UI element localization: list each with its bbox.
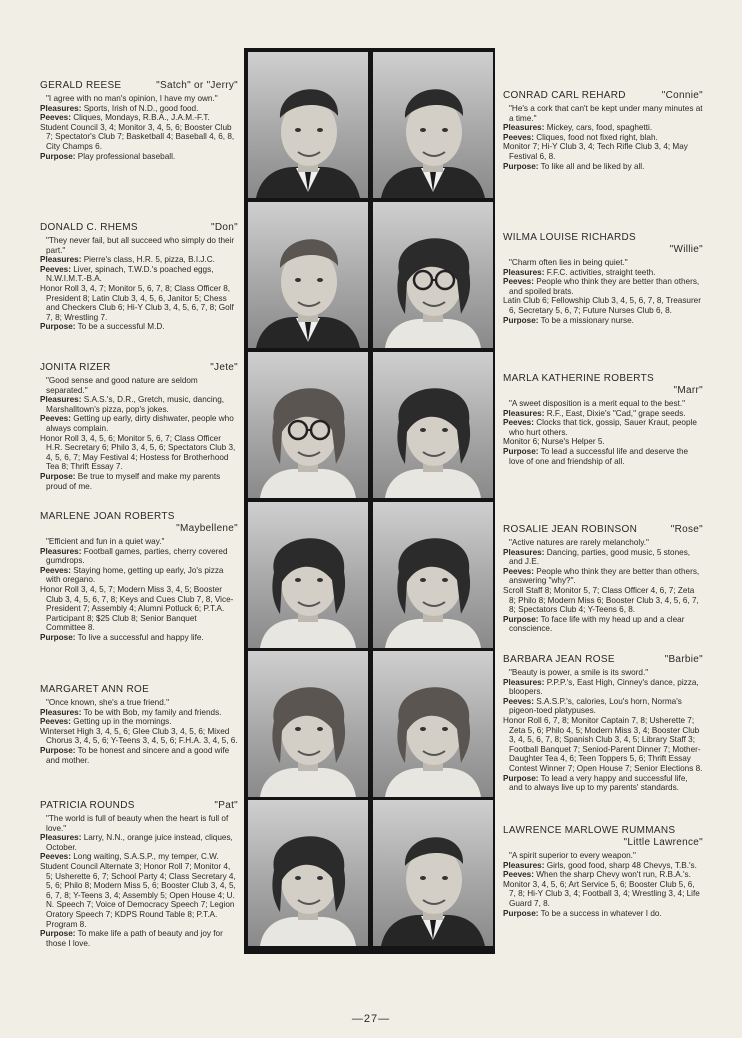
student-entry: [503, 654, 703, 793]
student-name: GERALD REESE: [40, 80, 122, 91]
student-photo: [248, 800, 368, 946]
student-pleasures: [40, 708, 238, 718]
peeves-text: Getting up early, dirty dishwater, people who always complain.: [46, 414, 234, 433]
student-nickname: "Marr": [673, 385, 703, 396]
peeves-label: Peeves:: [40, 852, 71, 862]
pleasures-text: Sports, Irish of N.D., good food.: [83, 103, 199, 113]
student-entry: [40, 222, 238, 332]
student-pleasures: [503, 678, 703, 697]
peeves-label: Peeves:: [503, 566, 534, 576]
student-pleasures: [503, 409, 703, 419]
student-nickname: "Rose": [670, 524, 703, 535]
student-peeves: [40, 717, 238, 727]
student-name: WILMA LOUISE RICHARDS: [503, 232, 636, 243]
student-quote: "Once known, she's a true friend.": [46, 698, 169, 707]
student-photo: [373, 52, 493, 198]
student-nickname: "Maybellene": [176, 523, 238, 534]
student-name: CONRAD CARL REHARD: [503, 90, 626, 101]
student-quote: "Beauty is power, a smile is its sword.": [509, 668, 649, 677]
student-entry: [40, 800, 238, 948]
student-pleasures: [503, 268, 703, 278]
pleasures-text: Football games, parties, cherry covered gumdrops.: [46, 546, 228, 566]
student-peeves: [40, 566, 238, 585]
peeves-text: When the sharp Chevy won't run, R.B.A.'s.: [536, 870, 691, 880]
student-pleasures: [40, 395, 238, 414]
student-purpose: [503, 909, 703, 919]
peeves-label: Peeves:: [40, 565, 71, 575]
purpose-label: Purpose:: [40, 929, 76, 939]
pleasures-label: Pleasures:: [503, 677, 545, 687]
purpose-text: To like all and be liked by all.: [540, 161, 645, 171]
peeves-text: Liver, spinach, T.W.D.'s poached eggs, N.W.I.M.T.-B.A.: [46, 264, 214, 284]
student-purpose: [40, 633, 238, 643]
student-name-row: [503, 373, 703, 397]
peeves-label: Peeves:: [40, 113, 71, 123]
peeves-text: People who think they are better than others, answering "why?".: [509, 566, 700, 586]
student-activities: Winterset High 3, 4, 5, 6; Glee Club 3, 4, 5, 6; Mixed Chorus 3, 4, 5, 6; Y-Teens 3, 4, 5, 6; F.H.A. 3, 4, 5, 6.: [40, 726, 238, 746]
peeves-text: Long waiting, S.A.S.P., my temper, C.W.: [73, 852, 219, 862]
student-pleasures: [503, 123, 703, 133]
student-photo: [373, 202, 493, 348]
peeves-label: Peeves:: [503, 418, 534, 428]
student-photo: [248, 202, 368, 348]
student-activities: Scroll Staff 8; Monitor 5, 7; Class Officer 4, 6, 7; Zeta 8; Philo 8; Modern Miss 6; Booster Club 3, 4, 5, 6, 7, 8; Spectators Club 4; Y-Teens 6, 8.: [503, 585, 699, 615]
student-purpose: [40, 746, 238, 765]
student-peeves: [503, 418, 703, 437]
student-activities: Honor Roll 6, 7, 8; Monitor Captain 7, 8; Usherette 7; Zeta 5, 6; Philo 4, 5; Modern Miss 3, 4; Booster Club 3, 4, 5, 6, 7, 8; Spanish Club 3, 4, 5; Library Staff 3; Football Banquet 7; Seniod-Parent Dinner 7; Mother-Daughter Tea 4, 6; Teen Toppers 5, 6; Thrift Essay Contest Winner 7; Open House 7; Senior Elections 8.: [503, 715, 703, 773]
student-name: BARBARA JEAN ROSE: [503, 654, 615, 665]
student-nickname: "Connie": [661, 90, 703, 101]
student-activities: Honor Roll 3, 4, 5, 6; Monitor 5, 6, 7; Class Officer H.R. Secretary 6; Philo 3, 4, 5, 6; Spectators Club 3, 4, 5, 6, 7; May Festival 4; Hostess for Brotherhood Tea 8; Thrift Essay 7.: [40, 433, 236, 472]
pleasures-label: Pleasures:: [503, 547, 545, 557]
student-purpose: [503, 316, 703, 326]
student-entry: [40, 362, 238, 491]
student-purpose: [40, 152, 238, 162]
student-purpose: [40, 929, 238, 948]
student-photo: [248, 352, 368, 498]
peeves-label: Peeves:: [40, 717, 71, 727]
student-purpose: [503, 162, 703, 172]
student-name: JONITA RIZER: [40, 362, 111, 373]
pleasures-label: Pleasures:: [40, 833, 82, 843]
purpose-text: To face life with my head up and a clear conscience.: [509, 614, 685, 634]
student-name-row: [503, 524, 703, 536]
purpose-label: Purpose:: [503, 161, 539, 171]
student-peeves: [40, 414, 238, 433]
student-photo: [373, 800, 493, 946]
student-name: LAWRENCE MARLOWE RUMMANS: [503, 825, 676, 836]
student-name-row: [503, 232, 703, 256]
student-peeves: [503, 567, 703, 586]
purpose-label: Purpose:: [40, 632, 76, 642]
peeves-text: Cliques, Mondays, R.B.A., J.A.M.-F.T.: [73, 113, 210, 123]
student-name-row: [40, 800, 238, 812]
pleasures-text: R.F., East, Dixie's "Cad," grape seeds.: [546, 408, 686, 418]
student-name-row: [40, 222, 238, 234]
pleasures-label: Pleasures:: [503, 123, 545, 133]
purpose-text: To be a missionary nurse.: [540, 315, 634, 325]
student-nickname: "Little Lawrence": [623, 837, 703, 848]
purpose-text: To lead a very happy and successful life, and to always live up to my parents' standards.: [509, 773, 688, 793]
student-name: DONALD C. RHEMS: [40, 222, 138, 233]
student-nickname: "Don": [211, 222, 238, 233]
student-quote: "He's a cork that can't be kept under many minutes at a time.": [509, 104, 703, 123]
peeves-label: Peeves:: [40, 264, 71, 274]
peeves-text: Cliques, food not fixed right, blah.: [536, 132, 658, 142]
student-pleasures: [503, 861, 703, 871]
purpose-text: To be honest and sincere and a good wife and mother.: [46, 745, 230, 765]
student-entry: [503, 524, 703, 634]
student-activities: Student Council 3, 4; Monitor 3, 4, 5, 6; Booster Club 7; Spectator's Club 7; Basketball 4; Baseball 4, 6, 8, City Champs 6.: [40, 122, 235, 151]
student-name: PATRICIA ROUNDS: [40, 800, 135, 811]
purpose-text: To lead a successful life and deserve the love of one and friendship of all.: [509, 446, 689, 466]
purpose-text: To be a success in whatever I do.: [540, 908, 662, 918]
student-quote: "Good sense and good nature are seldom separated.": [46, 376, 198, 395]
peeves-text: S.A.S.P.'s, calories, Lou's horn, Norma's pigeon-toed platypuses.: [509, 696, 682, 716]
pleasures-label: Pleasures:: [503, 408, 545, 418]
peeves-text: People who think they are better than others, and spoiled brats.: [509, 277, 700, 296]
student-entry: [40, 684, 238, 765]
student-quote: "Active natures are rarely melancholy.": [509, 538, 649, 547]
purpose-label: Purpose:: [503, 315, 539, 325]
student-purpose: [503, 774, 703, 793]
student-name: MARLA KATHERINE ROBERTS: [503, 373, 655, 384]
student-peeves: [40, 852, 238, 862]
student-nickname: "Satch" or "Jerry": [156, 80, 238, 91]
student-activities: Student Council Alternate 3; Honor Roll 7; Monitor 4, 5; Usherette 6, 7; School Party 4; Class Secretary 4, 5, 6; Philo 8; Modern Miss 5, 6; Booster Club 3, 4, 5, 6, 7, 8; Y-Teens 3, 4; Assembly 5; Open House 4; U. N. Speech 7; Voice of Democracy Speech 7; Legion Oratory Speech 7; KDPS Round Table 8; P.T.A. Program 8.: [40, 861, 236, 929]
student-name-row: [40, 362, 238, 374]
student-quote: "Charm often lies in being quiet.": [509, 258, 628, 267]
pleasures-text: P.P.P.'s, East High, Cinney's dance, pizza, bloopers.: [509, 677, 699, 697]
student-entry: [40, 511, 238, 643]
student-name: MARGARET ANN ROE: [40, 684, 150, 695]
pleasures-label: Pleasures:: [40, 395, 82, 405]
purpose-text: To be a successful M.D.: [77, 322, 165, 332]
student-quote: "They never fail, but all succeed who simply do their part.": [46, 236, 235, 255]
student-peeves: [503, 133, 703, 143]
student-pleasures: [40, 833, 238, 852]
student-photo: [373, 651, 493, 797]
student-activities: Honor Roll 3, 4, 5, 7; Modern Miss 3, 4, 5; Booster Club 3, 4, 5, 6, 7, 8; Keys and Cues Club 7, 8, Vice-President 7; Assembly 4; Alumni Potluck 6; P.T.A. Participant 8; $25 Club 8; Senior Banquet Committee 8.: [40, 584, 234, 633]
purpose-text: Be true to myself and make my parents proud of me.: [46, 471, 221, 491]
pleasures-label: Pleasures:: [503, 860, 545, 870]
student-entry: [503, 825, 703, 918]
peeves-text: Getting up in the mornings.: [73, 717, 172, 727]
purpose-label: Purpose:: [503, 446, 539, 456]
student-pleasures: [503, 548, 703, 567]
student-photo: [248, 502, 368, 648]
student-name-row: [40, 511, 238, 535]
peeves-label: Peeves:: [40, 414, 71, 424]
student-name: MARLENE JOAN ROBERTS: [40, 511, 175, 522]
purpose-label: Purpose:: [40, 471, 76, 481]
peeves-text: Clocks that tick, gossip, Sauer Kraut, people who hurt others.: [509, 418, 697, 437]
student-peeves: [503, 697, 703, 716]
student-peeves: [503, 277, 703, 296]
student-name-row: [40, 684, 238, 696]
student-entry: [40, 80, 238, 161]
student-quote: "The world is full of beauty when the heart is full of love.": [46, 814, 229, 833]
purpose-label: Purpose:: [40, 322, 76, 332]
student-name-row: [503, 825, 703, 849]
peeves-label: Peeves:: [503, 277, 534, 287]
student-purpose: [503, 447, 703, 466]
student-entry: [503, 90, 703, 171]
student-quote: "Efficient and fun in a quiet way.": [46, 537, 165, 546]
pleasures-label: Pleasures:: [40, 103, 82, 113]
student-nickname: "Jete": [210, 362, 238, 373]
student-nickname: "Willie": [669, 244, 703, 255]
student-entry: [503, 232, 703, 325]
student-name-row: [503, 90, 703, 102]
student-activities: Honor Roll 3, 4, 7; Monitor 5, 6, 7, 8; Class Officer 8, President 8; Latin Club 3, 4, 5, 6, Janitor 5; Chess and Checkers Club 6; Hi-Y Club 3, 4, 5, 6, 7, 8; Golf 7, 8; Wrestling 7.: [40, 283, 234, 322]
pleasures-text: S.A.S.'s, D.R., Gretch, music, dancing, Marshalltown's pizza, pop's jokes.: [46, 395, 225, 414]
purpose-label: Purpose:: [40, 151, 76, 161]
student-activities: Monitor 6; Nurse's Helper 5.: [503, 437, 605, 447]
student-pleasures: [40, 547, 238, 566]
page-number: —27—: [351, 1013, 391, 1025]
student-purpose: [40, 322, 238, 332]
student-purpose: [40, 472, 238, 491]
peeves-label: Peeves:: [503, 132, 534, 142]
peeves-text: Staying home, getting up early, Jo's pizza with oregano.: [46, 565, 224, 585]
pleasures-text: F.F.C. activities, straight teeth.: [546, 267, 656, 277]
student-name-row: [40, 80, 238, 92]
purpose-text: Play professional baseball.: [77, 151, 176, 161]
peeves-label: Peeves:: [503, 696, 534, 706]
purpose-label: Purpose:: [40, 745, 76, 755]
student-quote: "I agree with no man's opinion, I have my own.": [46, 94, 218, 103]
pleasures-label: Pleasures:: [503, 267, 545, 277]
student-purpose: [503, 615, 703, 634]
student-quote: "A spirit superior to every weapon.": [509, 851, 636, 860]
purpose-text: To live a successful and happy life.: [77, 632, 204, 642]
student-nickname: "Barbie": [664, 654, 703, 665]
student-peeves: [503, 870, 703, 880]
purpose-label: Purpose:: [503, 773, 539, 783]
student-photo: [373, 352, 493, 498]
peeves-label: Peeves:: [503, 870, 534, 880]
purpose-label: Purpose:: [503, 614, 539, 624]
pleasures-label: Pleasures:: [40, 255, 82, 265]
student-name-row: [503, 654, 703, 666]
student-quote: "A sweet disposition is a merit equal to the best.": [509, 399, 686, 408]
student-entry: [503, 373, 703, 466]
pleasures-text: Larry, N.N., orange juice instead, cliques, October.: [46, 833, 233, 852]
pleasures-label: Pleasures:: [40, 546, 82, 556]
student-photo: [373, 502, 493, 648]
student-activities: Monitor 7; Hi-Y Club 3, 4; Tech Rifle Club 3, 4; May Festival 6, 8.: [503, 142, 688, 161]
student-pleasures: [40, 104, 238, 114]
student-peeves: [40, 265, 238, 284]
pleasures-label: Pleasures:: [40, 707, 82, 717]
pleasures-text: To be with Bob, my family and friends.: [83, 707, 222, 717]
pleasures-text: Dancing, parties, good music, 5 stones, and J.E.: [509, 547, 691, 567]
student-photo: [248, 52, 368, 198]
student-nickname: "Pat": [214, 800, 238, 811]
student-name: ROSALIE JEAN ROBINSON: [503, 524, 638, 535]
pleasures-text: Girls, good food, sharp 48 Chevys, T.B.'s.: [546, 860, 697, 870]
student-activities: Monitor 3, 4, 5, 6; Art Service 5, 6; Booster Club 5, 6, 7, 8; Hi-Y Club 3, 4; Football 3, 4; Wrestling 3, 4; Life Guard 7, 8.: [503, 879, 700, 908]
student-photo: [248, 651, 368, 797]
student-peeves: [40, 113, 238, 123]
purpose-text: To make life a path of beauty and joy for those I love.: [46, 929, 223, 948]
pleasures-text: Mickey, cars, food, spaghetti.: [546, 123, 653, 133]
student-pleasures: [40, 255, 238, 265]
pleasures-text: Pierre's class, H.R. 5, pizza, B.I.J.C.: [83, 255, 215, 265]
student-activities: Latin Club 6; Fellowship Club 3, 4, 5, 6, 7, 8, Treasurer 6, Secretary 5, 6, 7; Future Nurses Club 6, 8.: [503, 296, 701, 315]
purpose-label: Purpose:: [503, 908, 539, 918]
